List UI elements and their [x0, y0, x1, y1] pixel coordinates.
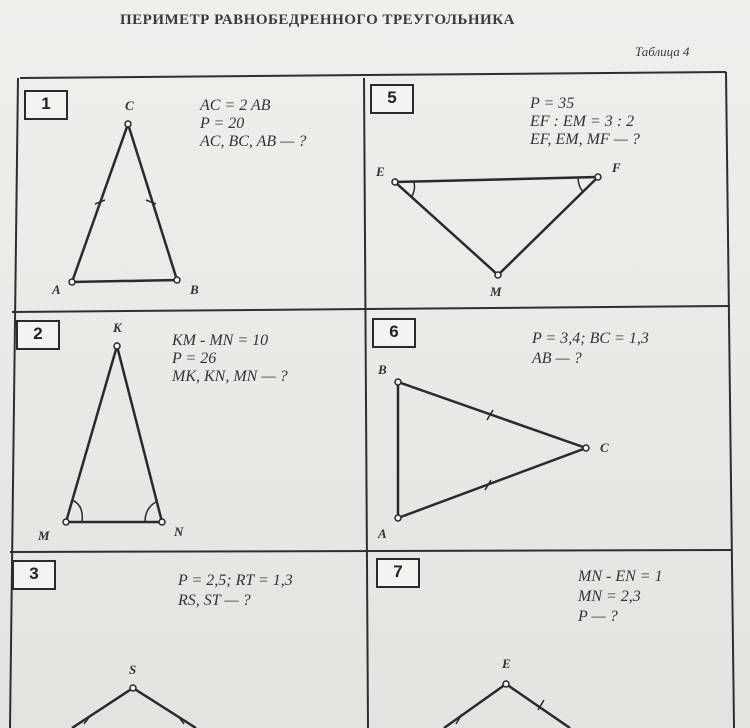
task-3-vertex-s: S — [129, 662, 137, 677]
task-7-number: 7 — [376, 558, 420, 588]
task-7-vertex-e: E — [502, 656, 511, 671]
task-1-condition-2: P = 20 — [200, 115, 245, 132]
task-1-vertex-c: C — [125, 98, 134, 113]
task-2-vertex-k: K — [113, 320, 122, 335]
task-5-condition-3: EF, EM, MF — ? — [530, 131, 640, 148]
task-6-vertex-c: C — [600, 440, 609, 455]
task-6-vertex-b: B — [378, 362, 387, 377]
task-2-condition-3: MK, KN, MN — ? — [172, 368, 288, 385]
task-1-condition-3: AC, BC, AB — ? — [200, 133, 307, 150]
task-5-vertex-m: M — [490, 284, 502, 299]
task-5-condition-2: EF : EM = 3 : 2 — [530, 113, 635, 130]
task-2-vertex-m: M — [38, 528, 50, 543]
task-5-vertex-e: E — [376, 164, 385, 179]
task-6-vertex-a: A — [378, 526, 387, 541]
task-7-condition-2: MN = 2,3 — [578, 588, 641, 605]
task-5-condition-1: P = 35 — [530, 95, 575, 112]
task-2-vertex-n: N — [174, 524, 184, 539]
table-label: Таблица 4 — [635, 44, 690, 59]
page-title: ПЕРИМЕТР РАВНОБЕДРЕННОГО ТРЕУГОЛЬНИКА — [120, 12, 515, 28]
task-6-number: 6 — [372, 318, 416, 348]
task-7-condition-3: P — ? — [578, 608, 618, 625]
task-6-condition-1: P = 3,4; BC = 1,3 — [532, 330, 649, 347]
task-1-condition-1: AC = 2 AB — [200, 97, 271, 114]
task-6-condition-2: AB — ? — [532, 350, 582, 367]
task-5-vertex-f: F — [612, 160, 621, 175]
task-1-vertex-b: B — [190, 282, 199, 297]
task-5-number: 5 — [370, 84, 414, 114]
task-1-vertex-a: A — [52, 282, 61, 297]
task-2-condition-2: P = 26 — [172, 350, 217, 367]
task-3-condition-1: P = 2,5; RT = 1,3 — [178, 572, 293, 589]
task-2-number: 2 — [16, 320, 60, 350]
task-1-number: 1 — [24, 90, 68, 120]
task-7-condition-1: MN - EN = 1 — [578, 568, 663, 585]
task-2-condition-1: KM - MN = 10 — [172, 332, 269, 349]
task-3-number: 3 — [12, 560, 56, 590]
task-3-condition-2: RS, ST — ? — [178, 592, 251, 609]
